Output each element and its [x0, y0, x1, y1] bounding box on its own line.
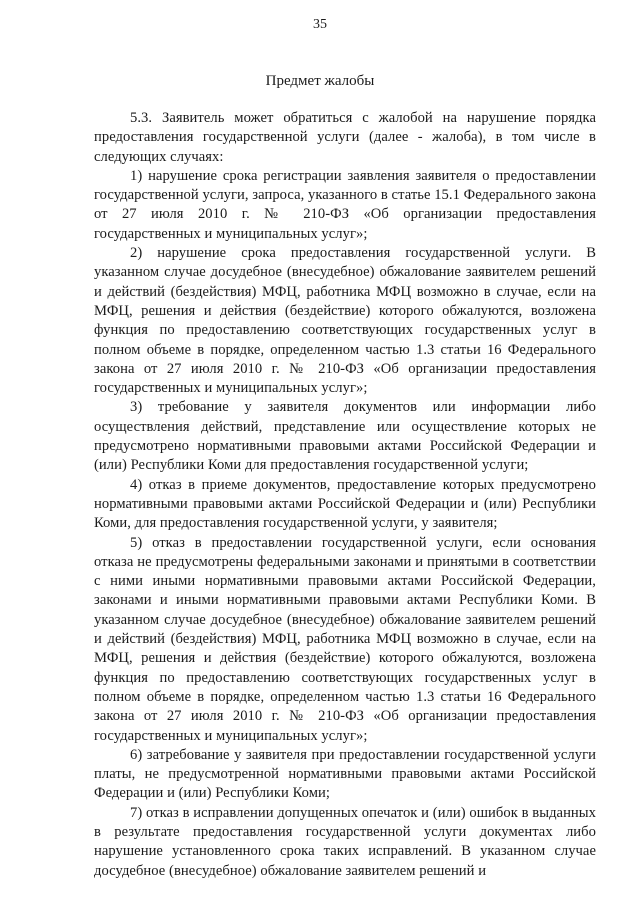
list-item-2: 2) нарушение срока предоставления государственной услуги. В указанном случае досудебное (внесудебное) обжалование заявителем решений и действий (бездействия) МФЦ, работника МФЦ возможно в случае, если на МФЦ, решения и действия (бездействие) которого обжалуются, возложена функция по предоставлению соответствующих государственных услуг в полном объеме в порядке, определенном частью 1.3 статьи 16 Федерального закона от 27 июля 2010 г. № 210-ФЗ «Об организации предоставления государственных и муниципальных услуг»; — [94, 245, 596, 397]
list-item-1: 1) нарушение срока регистрации заявления заявителя о предоставлении государственной услуги, запроса, указанного в статье 15.1 Федерального закона от 27 июля 2010 г. № 210-ФЗ «Об организации предоставления государственных и муниципальных услуг»; — [94, 167, 596, 242]
list-item-4: 4) отказ в приеме документов, предоставление которых предусмотрено нормативными правовыми актами Российской Федерации и (или) Республики Коми, для предоставления государственной услуги, у заявителя; — [94, 476, 596, 532]
paragraph-5-3: 5.3. Заявитель может обратиться с жалобой на нарушение порядка предоставления государственной услуги (далее - жалоба), в том числе в следующих случаях: — [94, 110, 596, 165]
list-item-3: 3) требование у заявителя документов или информации либо осуществления действий, представление или осуществление которых не предусмотрено нормативными правовыми актами Российской Федерации и (или) Республики Коми для предоставления государственной услуги; — [94, 399, 596, 474]
list-item-7: 7) отказ в исправлении допущенных опечаток и (или) ошибок в выданных в результате предоставления государственной услуги документах либо нарушение установленного срока таких исправлений. В указанном случае досудебное (внесудебное) обжалование заявителем решений и — [94, 804, 596, 879]
page-number: 35 — [313, 17, 327, 32]
list-item-5: 5) отказ в предоставлении государственной услуги, если основания отказа не предусмотрены федеральными законами и принятыми в соответствии с ними иными нормативными правовыми актами Российской Федерации, законами и иными нормативными правовыми актами Республики Коми. В указанном случае досудебное (внесудебное) обжалование заявителем решений и действий (бездействия) МФЦ, работника МФЦ возможно в случае, если на МФЦ, решения и действия (бездействие) которого обжалуются, возложена функция по предоставлению соответствующих государственных услуг в полном объеме в порядке, определенном частью 1.3 статьи 16 Федерального закона от 27 июля 2010 г. № 210-ФЗ «Об организации предоставления государственных и муниципальных услуг»; — [94, 534, 596, 744]
list-item-6: 6) затребование у заявителя при предоставлении государственной услуги платы, не предусмотренной нормативными правовыми актами Российской Федерации и (или) Республики Коми; — [94, 746, 596, 802]
section-heading: Предмет жалобы — [265, 73, 375, 89]
document-body — [94, 109, 596, 881]
